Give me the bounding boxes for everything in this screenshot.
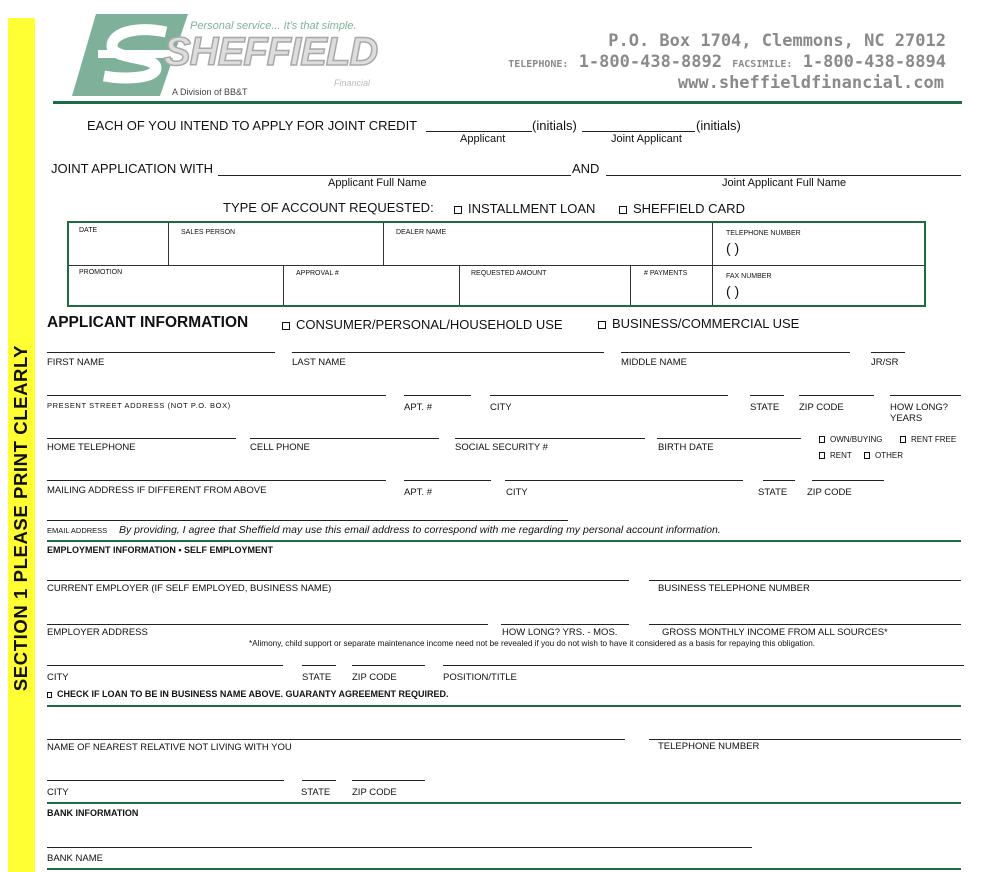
ssn-field[interactable] <box>455 438 645 439</box>
business-use-option[interactable] <box>598 316 799 331</box>
telephone-paren: ( ) <box>726 240 740 256</box>
promotion-cell[interactable]: PROMOTION <box>79 269 123 276</box>
fax-number: 1-800-438-8894 <box>802 52 946 72</box>
contact-web[interactable]: www.sheffieldfinancial.com <box>677 73 944 93</box>
and-label: AND <box>572 161 600 176</box>
email-field[interactable] <box>47 520 568 521</box>
sales-person-cell[interactable]: SALES PERSON <box>181 229 236 236</box>
telephone-cell[interactable]: TELEPHONE NUMBER <box>726 230 801 237</box>
mailing-apt-label: APT. # <box>404 487 432 498</box>
bank-title: BANK INFORMATION <box>47 808 139 818</box>
own-checkbox[interactable] <box>819 436 825 443</box>
relative-city-field[interactable] <box>47 780 284 781</box>
rent-free-option[interactable] <box>900 435 956 444</box>
bottom-divider <box>47 868 961 870</box>
joint-full-name-field[interactable] <box>606 175 961 176</box>
employment-title: EMPLOYMENT INFORMATION • SELF EMPLOYMENT <box>47 545 273 555</box>
dealer-box-vline <box>168 223 169 265</box>
card-label: SHEFFIELD CARD <box>633 201 745 216</box>
mailing-zip-label: ZIP CODE <box>807 487 852 498</box>
last-name-label: LAST NAME <box>292 357 346 368</box>
zip-label: ZIP CODE <box>799 402 844 413</box>
applicant-initials-field[interactable] <box>426 131 532 132</box>
employer-state-label: STATE <box>302 672 332 683</box>
consumer-use-option[interactable] <box>282 317 563 332</box>
city-label: CITY <box>490 402 512 413</box>
middle-name-field[interactable] <box>621 352 850 353</box>
employer-city-label: CITY <box>47 672 69 683</box>
logo-division: A Division of BB&T <box>172 87 248 97</box>
mailing-state-field[interactable] <box>763 480 795 481</box>
gross-income-field[interactable] <box>649 624 961 625</box>
applicant-full-name-field[interactable] <box>218 175 571 176</box>
other-checkbox[interactable] <box>864 452 870 459</box>
applicant-full-caption: Applicant Full Name <box>328 177 427 189</box>
business-use-label: BUSINESS/COMMERCIAL USE <box>612 316 800 331</box>
approval-cell[interactable]: APPROVAL # <box>296 270 339 277</box>
dealer-box-vline <box>283 265 284 305</box>
email-note: By providing, I agree that Sheffield may use this email address to correspond with me regarding my personal account information. <box>119 524 721 536</box>
dealer-box-vline <box>630 265 631 305</box>
own-option[interactable] <box>819 435 882 444</box>
rent-free-checkbox[interactable] <box>900 436 906 443</box>
logo-name: SHEFFIELD <box>164 30 378 74</box>
mailing-address-field[interactable] <box>47 480 386 481</box>
state-field[interactable] <box>750 395 784 396</box>
contact-phones <box>508 52 946 72</box>
account-type-label: TYPE OF ACCOUNT REQUESTED: <box>223 200 434 215</box>
cell-phone-field[interactable] <box>250 438 439 439</box>
other-label: OTHER <box>875 451 903 460</box>
ssn-label: SOCIAL SECURITY # <box>455 442 548 453</box>
rent-checkbox[interactable] <box>819 452 825 459</box>
employer-state-field[interactable] <box>302 665 336 666</box>
other-option[interactable] <box>864 451 903 460</box>
fax-paren: ( ) <box>726 283 740 299</box>
dealer-box-vline <box>383 223 384 265</box>
business-name-label: CHECK IF LOAN TO BE IN BUSINESS NAME ABOVE. GUARANTY AGREEMENT REQUIRED. <box>57 689 449 699</box>
cell-phone-label: CELL PHONE <box>250 442 310 453</box>
street-address-label: PRESENT STREET ADDRESS (NOT P.O. BOX) <box>47 401 231 410</box>
gross-income-label: GROSS MONTHLY INCOME FROM ALL SOURCES* <box>662 627 888 638</box>
employer-address-label: EMPLOYER ADDRESS <box>47 627 148 638</box>
fax-label: FACSIMILE: <box>732 59 793 70</box>
joint-initials-field[interactable] <box>582 131 695 132</box>
first-name-field[interactable] <box>47 352 275 353</box>
birth-date-label: BIRTH DATE <box>658 442 714 453</box>
relative-telephone-label: TELEPHONE NUMBER <box>658 741 760 752</box>
relative-zip-label: ZIP CODE <box>352 787 397 798</box>
relative-name-label: NAME OF NEAREST RELATIVE NOT LIVING WITH YOU <box>47 742 292 753</box>
card-option[interactable] <box>619 201 745 216</box>
jr-sr-field[interactable] <box>871 352 905 353</box>
mailing-zip-field[interactable] <box>812 480 884 481</box>
position-title-label: POSITION/TITLE <box>443 672 517 683</box>
applicant-caption: Applicant <box>460 133 506 145</box>
mailing-city-label: CITY <box>506 487 528 498</box>
bank-divider <box>47 802 961 804</box>
first-name-label: FIRST NAME <box>47 357 105 368</box>
email-label: EMAIL ADDRESS <box>47 526 108 535</box>
employment-how-long-label: HOW LONG? YRS. - MOS. <box>502 627 618 638</box>
relative-name-field[interactable] <box>47 739 625 740</box>
section-sidebar <box>8 18 35 872</box>
mailing-address-label: MAILING ADDRESS IF DIFFERENT FROM ABOVE <box>47 485 267 496</box>
initials-label-2: (initials) <box>696 118 741 133</box>
sidebar-text: SECTION 1 PLEASE PRINT CLEARLY <box>10 344 31 692</box>
dealer-name-cell[interactable]: DEALER NAME <box>396 229 447 236</box>
joint-intend-label: EACH OF YOU INTEND TO APPLY FOR JOINT CREDIT <box>87 118 418 133</box>
installment-option[interactable] <box>454 201 595 216</box>
apt-field[interactable] <box>404 395 471 396</box>
position-title-field[interactable] <box>443 665 964 666</box>
dealer-box-vline <box>459 265 460 305</box>
business-use-checkbox[interactable] <box>598 321 606 329</box>
how-long-label: HOW LONG? <box>890 402 949 413</box>
last-name-field[interactable] <box>292 352 604 353</box>
middle-name-label: MIDDLE NAME <box>621 357 687 368</box>
mailing-city-field[interactable] <box>505 480 743 481</box>
employer-address-field[interactable] <box>47 624 488 625</box>
sheffield-logo <box>68 10 408 102</box>
card-checkbox[interactable] <box>619 206 627 214</box>
applicant-info-title: APPLICANT INFORMATION <box>47 314 249 331</box>
how-long-field[interactable] <box>890 395 961 396</box>
installment-checkbox[interactable] <box>454 206 462 214</box>
requested-amount-cell[interactable]: REQUESTED AMOUNT <box>471 270 547 277</box>
business-name-checkbox[interactable] <box>47 692 52 698</box>
employer-city-field[interactable] <box>47 665 283 666</box>
current-employer-field[interactable] <box>47 580 629 581</box>
date-cell[interactable]: DATE <box>79 227 98 234</box>
header-divider <box>53 101 962 104</box>
apt-label: APT. # <box>404 402 432 413</box>
dealer-box-divider <box>69 265 924 266</box>
joint-applicant-caption: Joint Applicant <box>611 133 682 145</box>
mailing-state-label: STATE <box>758 487 788 498</box>
dealer-box-vline <box>712 223 713 305</box>
state-label: STATE <box>750 402 780 413</box>
city-field[interactable] <box>490 395 728 396</box>
relative-divider <box>47 705 961 707</box>
business-telephone-label: BUSINESS TELEPHONE NUMBER <box>658 583 810 594</box>
logo-financial: Financial <box>334 78 371 88</box>
jr-sr-label: JR/SR <box>871 357 899 368</box>
business-name-option[interactable] <box>47 689 449 699</box>
street-address-field[interactable] <box>47 395 386 396</box>
consumer-use-label: CONSUMER/PERSONAL/HOUSEHOLD USE <box>296 317 563 332</box>
tel-number: 1-800-438-8892 <box>578 52 722 72</box>
consumer-use-checkbox[interactable] <box>282 322 290 330</box>
employment-how-long-field[interactable] <box>501 624 629 625</box>
zip-field[interactable] <box>799 395 874 396</box>
tel-label: TELEPHONE: <box>508 59 569 70</box>
bank-name-field[interactable] <box>47 847 752 848</box>
business-telephone-field[interactable] <box>649 580 961 581</box>
relative-telephone-field[interactable] <box>649 739 961 740</box>
alimony-note: *Alimony, child support or separate maintenance income need not be revealed if you do not wish to have it considered as a basis for repaying this obligation. <box>249 639 816 648</box>
employment-divider <box>47 540 961 542</box>
employer-zip-label: ZIP CODE <box>352 672 397 683</box>
birth-date-field[interactable] <box>657 438 801 439</box>
bank-name-label: BANK NAME <box>47 853 103 864</box>
current-employer-label: CURRENT EMPLOYER (IF SELF EMPLOYED, BUSINESS NAME) <box>47 583 332 594</box>
home-telephone-field[interactable] <box>47 438 236 439</box>
years-label: YEARS <box>890 413 923 424</box>
fax-cell[interactable]: FAX NUMBER <box>726 273 772 280</box>
rent-free-label: RENT FREE <box>911 435 957 444</box>
rent-label: RENT <box>830 451 852 460</box>
employer-zip-field[interactable] <box>352 665 425 666</box>
relative-city-label: CITY <box>47 787 69 798</box>
initials-label-1: (initials) <box>532 118 577 133</box>
relative-state-label: STATE <box>301 787 331 798</box>
joint-full-caption: Joint Applicant Full Name <box>722 177 847 189</box>
installment-label: INSTALLMENT LOAN <box>468 201 596 216</box>
payments-cell[interactable]: # PAYMENTS <box>644 270 688 277</box>
logo-tagline: Personal service... It's that simple. <box>190 20 357 32</box>
home-telephone-label: HOME TELEPHONE <box>47 442 136 453</box>
joint-with-label: JOINT APPLICATION WITH <box>51 161 214 176</box>
relative-state-field[interactable] <box>302 780 336 781</box>
mailing-apt-field[interactable] <box>404 480 491 481</box>
contact-address: P.O. Box 1704, Clemmons, NC 27012 <box>608 31 946 51</box>
own-label: OWN/BUYING <box>830 435 883 444</box>
relative-zip-field[interactable] <box>352 780 425 781</box>
rent-option[interactable] <box>819 451 852 460</box>
